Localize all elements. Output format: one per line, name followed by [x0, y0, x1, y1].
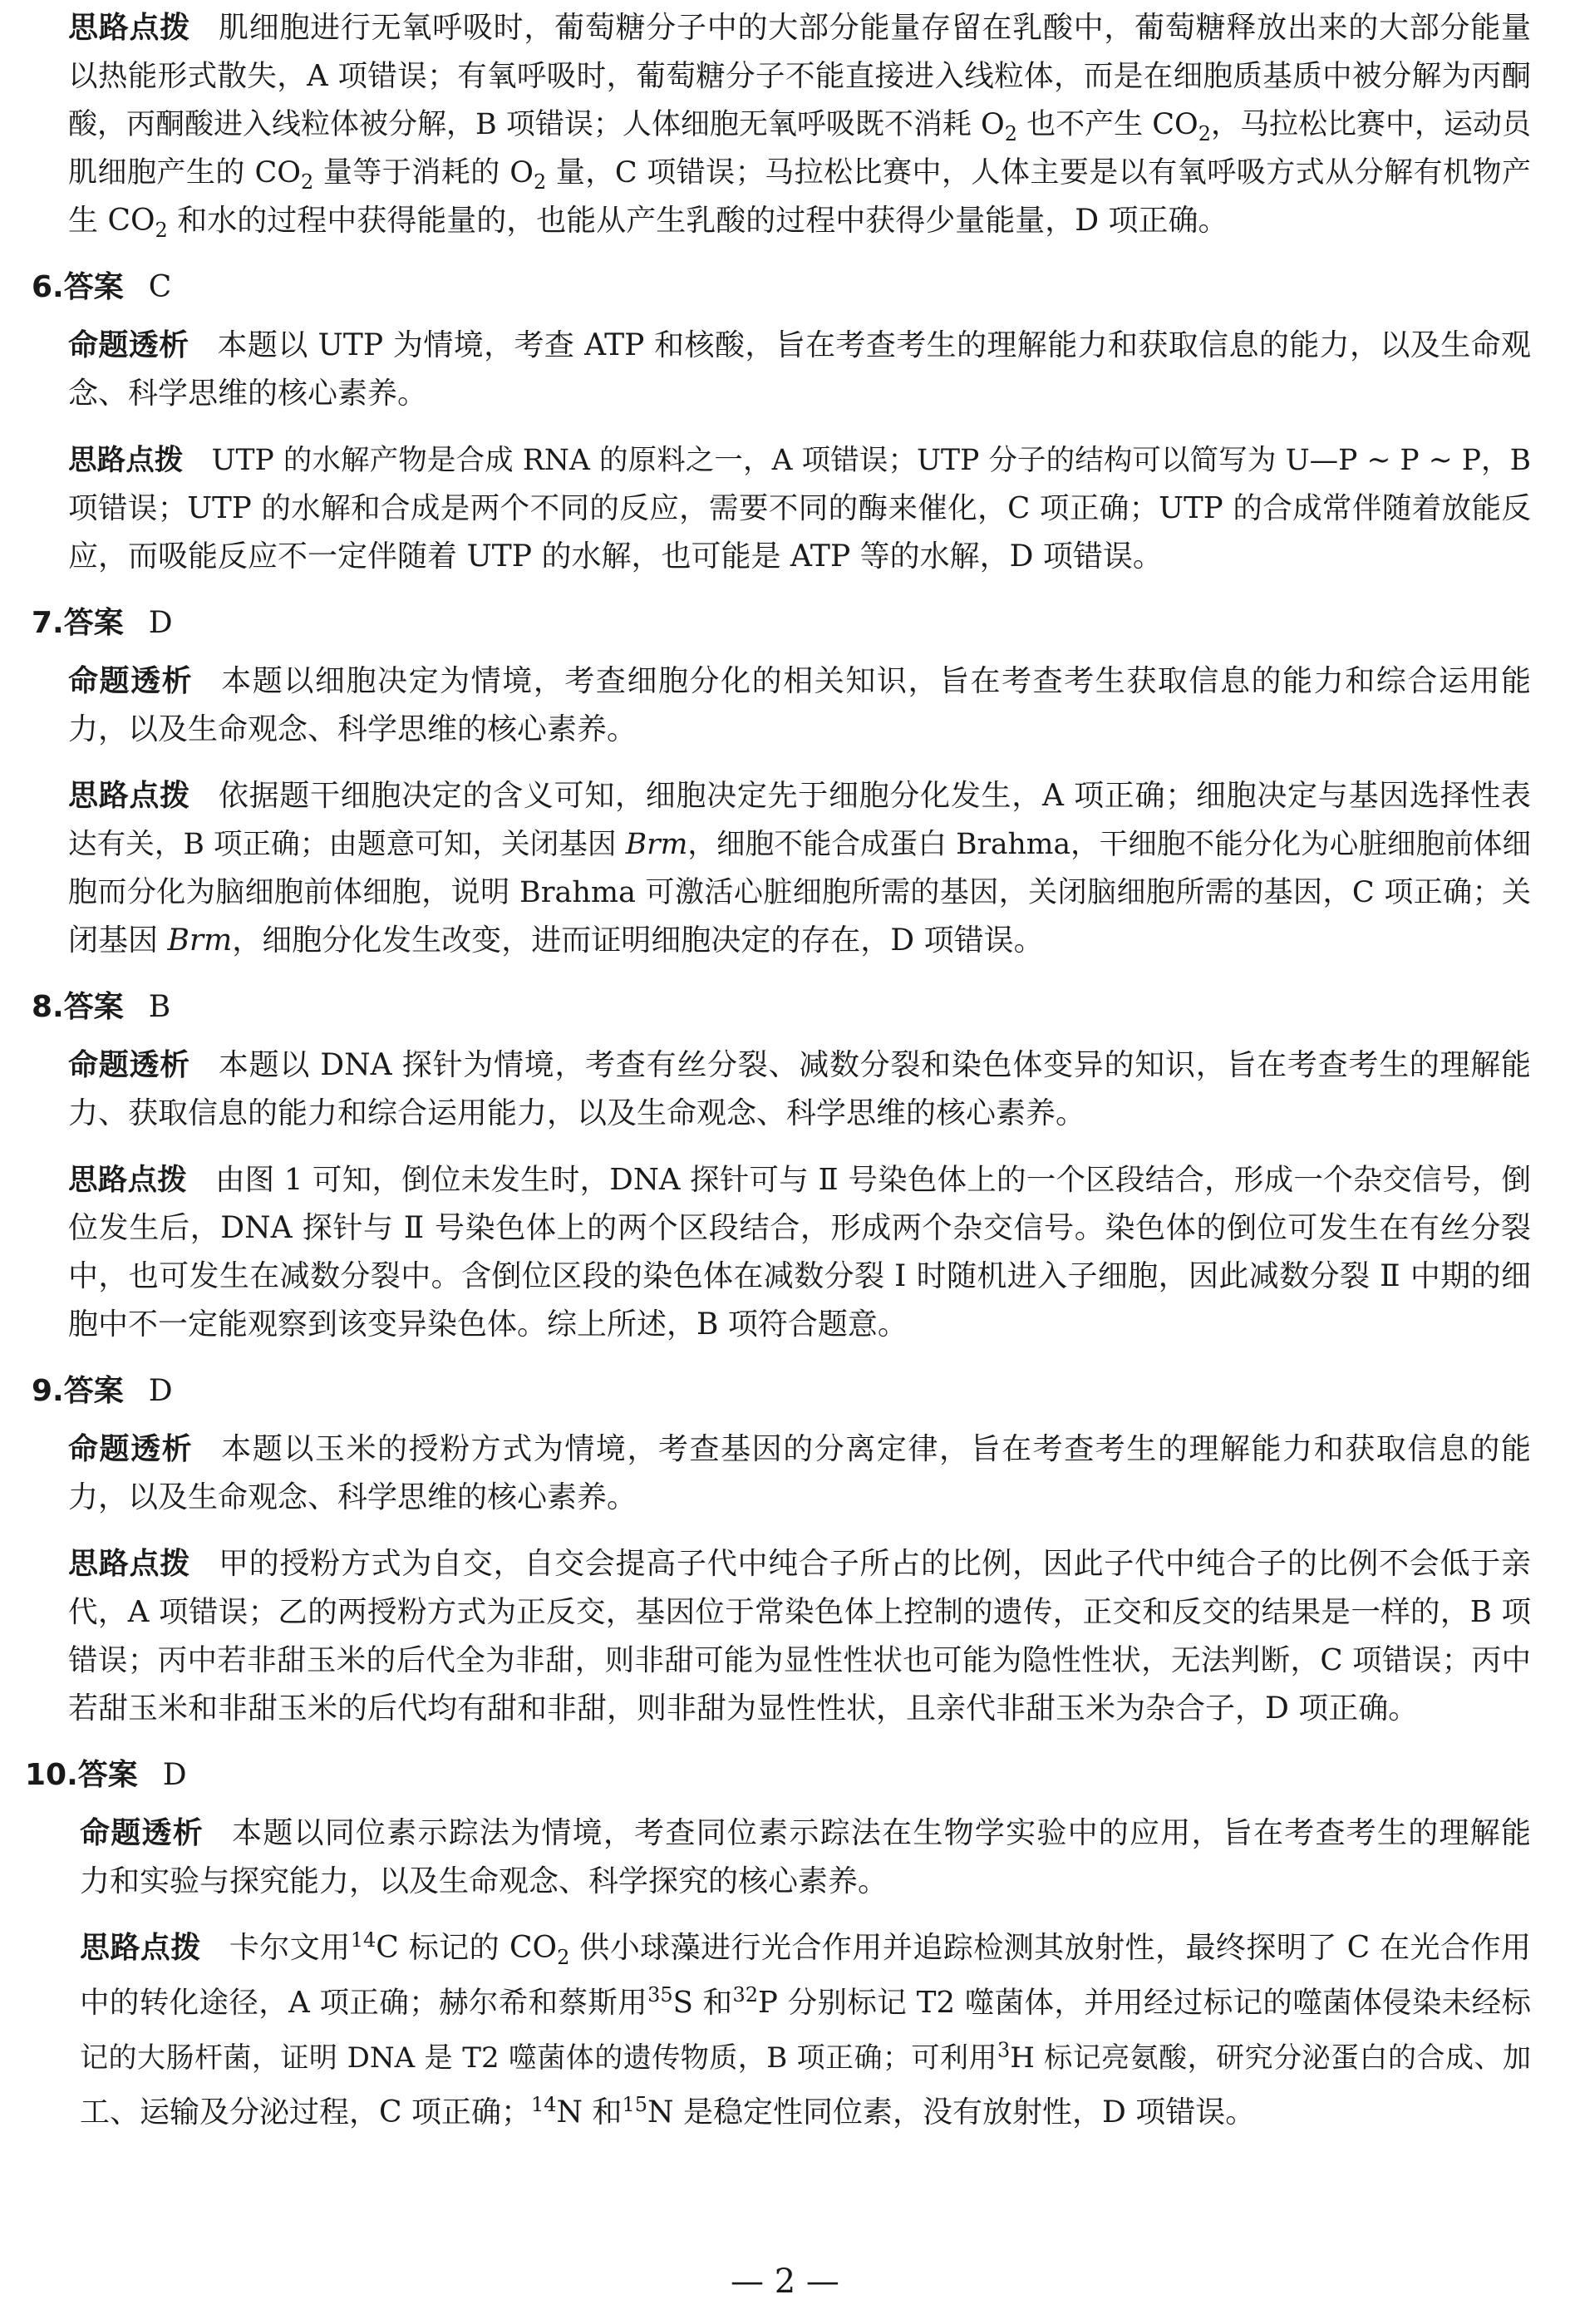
q7-lujing-line-3: 胞而分化为脑细胞前体细胞，说明 Brahma 可激活心脏细胞所需的基因，关闭脑细胞所需的基因，C 项正确；关 [68, 876, 1531, 909]
q10-lujing-line-1: 思路点拨 卡尔文用$^{14}$C 标记的 $CO_2$ 供小球藻进行光合作用并追踪检测其放射性，最终探明了 C 在光合作用 [80, 1928, 1531, 1970]
q9-lujing-line-2: 代，A 项错误；乙的两授粉方式为正反交，基因位于常染色体上控制的遗传，正交和反交的结果是一样的，B 项 [68, 1595, 1531, 1629]
q8-lujing-line-3: 中，也可发生在减数分裂中。含倒位区段的染色体在减数分裂 Ⅰ 时随机进入子细胞，因此减数分裂 Ⅱ 中期的细 [68, 1259, 1531, 1293]
q8-mingti-line-2: 力、获取信息的能力和综合运用能力，以及生命观念、科学思维的核心素养。 [68, 1096, 1086, 1130]
q5-line-1: 思路点拨 肌细胞进行无氧呼吸时，葡萄糖分子中的大部分能量存留在乳酸中，葡萄糖释放出来的大部分能量 [68, 11, 1531, 45]
q6-answer-line: 6.答案 C [32, 270, 172, 304]
q6-mingti-line-2: 念、科学思维的核心素养。 [68, 377, 428, 411]
q5-line-5: 生 $CO_2$ 和水的过程中获得能量的，也能从产生乳酸的过程中获得少量能量，D 项正确。 [68, 204, 1228, 243]
q5-line-2: 以热能形式散失，A 项错误；有氧呼吸时，葡萄糖分子不能直接进入线粒体，而是在细胞质基质中被分解为丙酮 [68, 59, 1531, 93]
q6-lujing-line-3: 应，而吸能反应不一定伴随着 UTP 的水解，也可能是 ATP 等的水解，D 项错误。 [68, 539, 1163, 574]
q7-lujing-line-2: 达有关，B 项正确；由题意可知，关闭基因 Brm，细胞不能合成蛋白 Brahma，干细胞不能分化为心脏细胞前体细 [68, 828, 1531, 861]
q8-mingti-line-1: 命题透析 本题以 DNA 探针为情境，考查有丝分裂、减数分裂和染色体变异的知识，旨在考查考生的理解能 [68, 1048, 1531, 1082]
q6-lujing-line-2: 项错误；UTP 的水解和合成是两个不同的反应，需要不同的酶来催化，C 项正确；UTP 的合成常伴随着放能反 [68, 491, 1531, 525]
q8-answer-line: 8.答案 B [32, 990, 171, 1024]
page-number: — 2 — [731, 2262, 839, 2301]
q7-lujing-line-1: 思路点拨 依据题干细胞决定的含义可知，细胞决定先于细胞分化发生，A 项正确；细胞决定与基因选择性表 [68, 779, 1531, 813]
lujing-label: 思路点拨 [68, 11, 190, 45]
q9-mingti-line-1: 命题透析 本题以玉米的授粉方式为情境，考查基因的分离定律，旨在考查考生的理解能力和获取信息的能 [68, 1432, 1531, 1466]
q10-lujing-line-2: 中的转化途径，A 项正确；赫尔希和蔡斯用$^{35}$S 和$^{32}$P 分别标记 T2 噬菌体，并用经过标记的噬菌体侵染未经标 [80, 1983, 1531, 2020]
q5-line-3: 酸，丙酮酸进入线粒体被分解，B 项错误；人体细胞无氧呼吸既不消耗 $O_2$ 也不产生 $CO_2$，马拉松比赛中，运动员 [68, 108, 1531, 145]
gene-name: Brm [625, 828, 688, 861]
q7-lujing-line-4: 闭基因 Brm，细胞分化发生改变，进而证明细胞决定的存在，D 项错误。 [68, 923, 1044, 958]
q5-line-4: 肌细胞产生的 $CO_2$ 量等于消耗的 $O_2$ 量，C 项错误；马拉松比赛中，人体主要是以有氧呼吸方式从分解有机物产 [68, 156, 1531, 194]
q9-mingti-line-2: 力，以及生命观念、科学思维的核心素养。 [68, 1480, 637, 1514]
q6-lujing-line-1: 思路点拨 UTP 的水解产物是合成 RNA 的原料之一，A 项错误；UTP 分子的结构可以简写为 U—P ~ P ~ P，B [68, 444, 1531, 477]
q6-mingti-line-1: 命题透析 本题以 UTP 为情境，考查 ATP 和核酸，旨在考查考生的理解能力和获取信息的能力，以及生命观 [68, 328, 1531, 362]
q10-lujing-line-4: 工、运输及分泌过程，C 项正确；$^{14}$N 和$^{15}$N 是稳定性同位素，没有放射性，D 项错误。 [80, 2093, 1256, 2130]
q7-answer-line: 7.答案 D [32, 606, 173, 640]
q10-mingti-line-2: 力和实验与探究能力，以及生命观念、科学探究的核心素养。 [80, 1864, 888, 1898]
q9-lujing-line-3: 错误；丙中若非甜玉米的后代全为非甜，则非甜可能为显性性状也可能为隐性性状，无法判断，C 项错误；丙中 [68, 1643, 1531, 1677]
q10-mingti-line-1: 命题透析 本题以同位素示踪法为情境，考查同位素示踪法在生物学实验中的应用，旨在考查考生的理解能 [80, 1816, 1531, 1850]
q7-mingti-line-1: 命题透析 本题以细胞决定为情境，考查细胞分化的相关知识，旨在考查考生获取信息的能力和综合运用能 [68, 664, 1531, 698]
q10-answer-line: 10.答案 D [25, 1758, 187, 1792]
q9-lujing-line-1: 思路点拨 甲的授粉方式为自交，自交会提高子代中纯合子所占的比例，因此子代中纯合子的比例不会低于亲 [68, 1547, 1531, 1581]
q8-lujing-line-4: 胞中不一定能观察到该变异染色体。综上所述，B 项符合题意。 [68, 1307, 908, 1342]
q9-answer-line: 9.答案 D [32, 1374, 173, 1408]
q9-lujing-line-4: 若甜玉米和非甜玉米的后代均有甜和非甜，则非甜为显性性状，且亲代非甜玉米为杂合子，D 项正确。 [68, 1691, 1419, 1726]
gene-name: Brm [167, 923, 233, 958]
q10-lujing-line-3: 记的大肠杆菌，证明 DNA 是 T2 噬菌体的遗传物质，B 项正确；可利用$^3$H 标记亮氨酸，研究分泌蛋白的合成、加 [80, 2038, 1531, 2075]
q7-mingti-line-2: 力，以及生命观念、科学思维的核心素养。 [68, 712, 637, 746]
q8-lujing-line-2: 位发生后，DNA 探针与 Ⅱ 号染色体上的两个区段结合，形成两个杂交信号。染色体的倒位可发生在有丝分裂 [68, 1211, 1531, 1245]
q8-lujing-line-1: 思路点拨 由图 1 可知，倒位未发生时，DNA 探针可与 Ⅱ 号染色体上的一个区段结合，形成一个杂交信号，倒 [68, 1163, 1531, 1197]
